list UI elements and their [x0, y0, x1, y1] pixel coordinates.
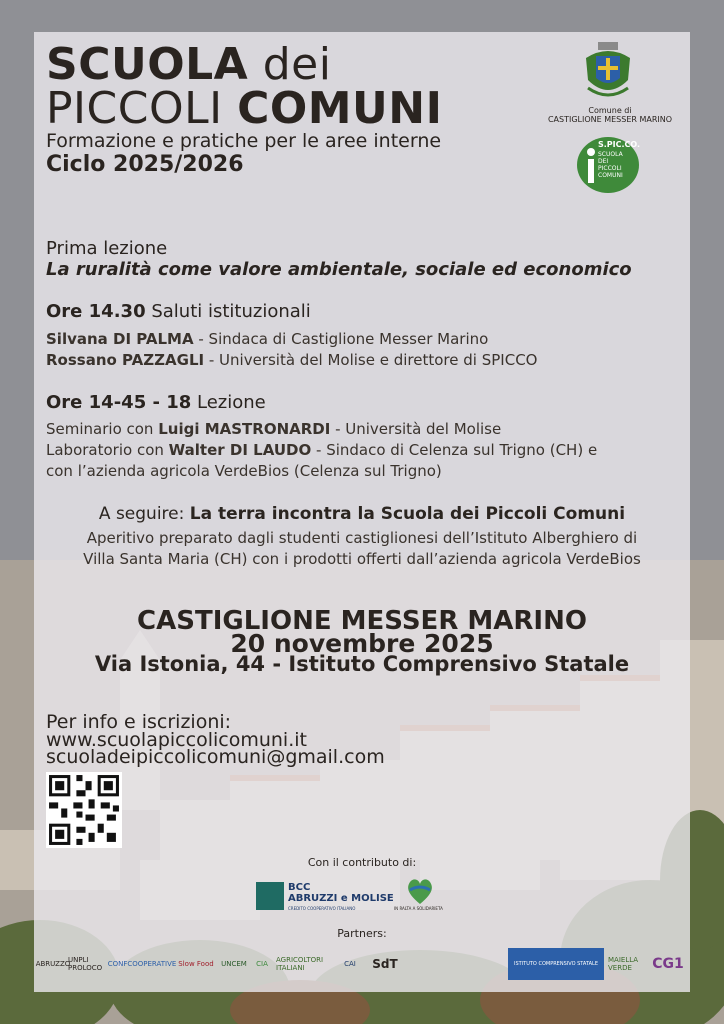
heart-logo-icon — [404, 876, 436, 906]
bcc-name: BCC — [288, 882, 311, 893]
follow-line-2: Villa Santa Maria (CH) con i prodotti offerti dall’azienda agricola VerdeBios — [83, 550, 641, 568]
partner-logo: Slow Food — [178, 960, 214, 968]
spicco-subtitle: SCUOLA DEI PICCOLI COMUNI — [598, 151, 623, 179]
email-link[interactable]: scuoladeipiccolicomuni@gmail.com — [46, 746, 385, 768]
speaker-1: Silvana DI PALMA - Sindaca di Castiglione Messer Marino — [46, 330, 489, 348]
qr-code-icon[interactable] — [46, 772, 122, 848]
partner-logo: AGRICOLTORI ITALIANI — [276, 956, 324, 972]
title-line-2: PICCOLI COMUNI — [46, 83, 443, 134]
comune-label: Comune di CASTIGLIONE MESSER MARINO — [547, 106, 673, 124]
spicco-i-icon — [586, 147, 596, 183]
title-line-1: SCUOLA dei — [46, 39, 332, 90]
partner-logo: SdT — [372, 957, 398, 971]
cycle-label: Ciclo 2025/2026 — [46, 152, 244, 177]
spicco-title: S.PIC.CO. — [598, 140, 641, 149]
partner-logo: CG1 — [652, 956, 684, 972]
lesson-title: La ruralità come valore ambientale, sociale ed economico — [46, 259, 632, 280]
speaker-2: Rossano PAZZAGLI - Università del Molise e direttore di SPICCO — [46, 351, 538, 369]
subtitle: Formazione e pratiche per le aree interne — [46, 130, 442, 152]
heart-logo-text: IN RALTA A SOLIDARIETA — [394, 906, 443, 911]
session-1-heading: Ore 14.30 Saluti istituzionali — [46, 301, 311, 322]
bcc-region: ABRUZZI e MOLISE — [288, 893, 394, 904]
session-2-heading: Ore 14-45 - 18 Lezione — [46, 392, 266, 413]
partners-label: Partners: — [337, 927, 387, 940]
website-link[interactable]: www.scuolapiccolicomuni.it — [46, 729, 307, 751]
partner-logo: ABRUZZO — [35, 960, 71, 968]
partner-logo: CIA — [256, 960, 268, 968]
info-label: Per info e iscrizioni: — [46, 711, 232, 733]
partner-logo: CAI — [344, 960, 356, 968]
partner-logo: UNPLI PROLOCO — [68, 956, 103, 972]
seminar-line: Seminario con Luigi MASTRONARDI - Università del Molise — [46, 420, 502, 438]
workshop-line: Laboratorio con Walter DI LAUDO - Sindaco di Celenza sul Trigno (CH) e — [46, 441, 598, 459]
partner-logo: CONFCOOPERATIVE — [107, 960, 177, 968]
comune-coat-of-arms-icon — [582, 40, 634, 104]
event-address: Via Istonia, 44 - Istituto Comprensivo Statale — [94, 652, 630, 676]
partner-logo: ISTITUTO COMPRENSIVO STATALE — [508, 948, 604, 980]
bcc-logo-icon — [256, 882, 284, 910]
contribution-label: Con il contributo di: — [307, 856, 417, 869]
follow-line-1: Aperitivo preparato dagli studenti castiglionesi dell’Istituto Alberghiero di — [86, 529, 638, 547]
event-date: 20 novembre 2025 — [230, 629, 494, 658]
partner-logo: MAIELLA VERDE — [608, 956, 639, 972]
event-city: CASTIGLIONE MESSER MARINO — [137, 606, 587, 636]
bcc-tagline: CREDITO COOPERATIVO ITALIANO — [288, 906, 356, 911]
workshop-line-2: con l’azienda agricola VerdeBios (Celenza sul Trigno) — [46, 462, 442, 480]
partner-logo: UNCEM — [221, 960, 247, 968]
follow-heading: A seguire: La terra incontra la Scuola dei Piccoli Comuni — [98, 504, 626, 524]
lesson-label: Prima lezione — [46, 238, 168, 259]
